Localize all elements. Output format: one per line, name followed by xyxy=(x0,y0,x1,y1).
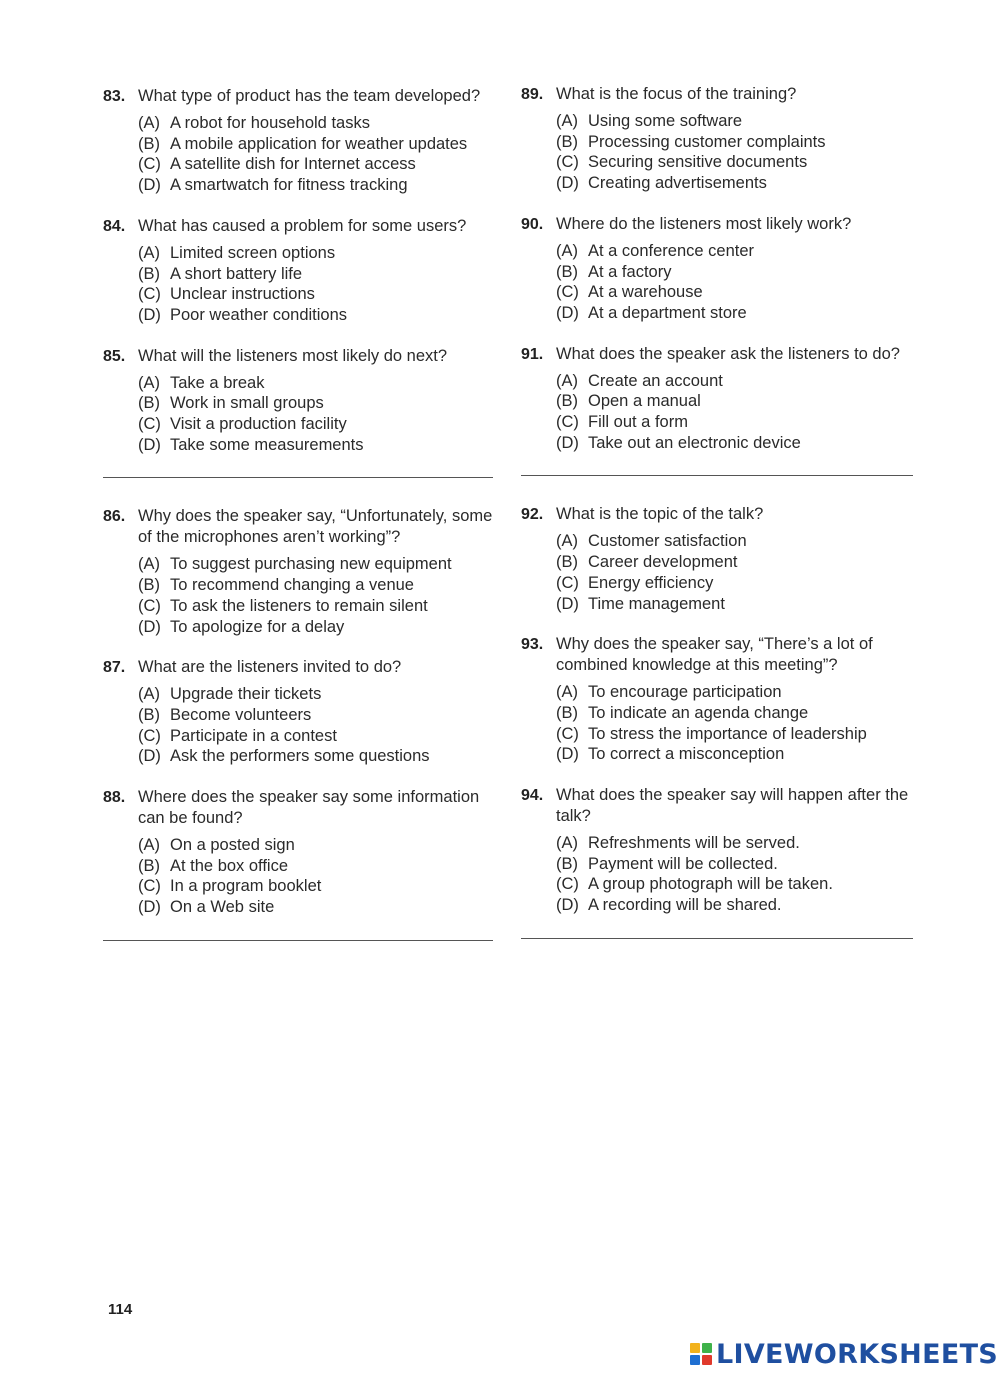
options-list xyxy=(138,243,493,326)
option-text: Ask the performers some questions xyxy=(170,747,430,766)
option-a[interactable] xyxy=(138,113,493,134)
option-a[interactable] xyxy=(138,243,493,264)
question-number: 89. xyxy=(521,86,544,103)
liveworksheets-brand[interactable] xyxy=(690,1337,998,1371)
section-divider xyxy=(521,938,913,939)
option-d[interactable] xyxy=(556,433,913,454)
option-text: Career development xyxy=(588,553,738,572)
option-text: Create an account xyxy=(588,371,723,390)
option-b[interactable] xyxy=(556,854,913,875)
option-text: Processing customer complaints xyxy=(588,132,826,151)
left-column xyxy=(103,86,493,941)
option-letter: (B) xyxy=(138,264,160,283)
option-text: Time management xyxy=(588,594,725,613)
question-text: What is the topic of the talk? xyxy=(556,505,764,524)
option-text: A short battery life xyxy=(170,264,303,283)
option-letter: (A) xyxy=(556,371,578,390)
question-number: 94. xyxy=(521,787,544,805)
question-text: What does the speaker say will happen after the talk? xyxy=(556,786,909,826)
option-letter: (A) xyxy=(556,112,578,130)
option-letter: (B) xyxy=(556,854,578,873)
option-b[interactable] xyxy=(556,703,913,724)
option-c[interactable] xyxy=(556,282,913,303)
option-d[interactable] xyxy=(556,173,913,194)
question-94 xyxy=(521,785,913,916)
option-letter: (C) xyxy=(138,726,161,745)
option-letter: (D) xyxy=(556,745,579,764)
option-letter: (B) xyxy=(138,705,160,724)
option-a[interactable] xyxy=(556,531,913,552)
question-number: 83. xyxy=(103,88,126,105)
option-b[interactable] xyxy=(556,552,913,573)
option-b[interactable] xyxy=(138,264,493,285)
option-letter: (A) xyxy=(138,114,160,132)
question-86 xyxy=(103,506,493,637)
option-a[interactable] xyxy=(556,241,913,262)
right-column xyxy=(521,84,913,939)
question-text: Why does the speaker say, “There’s a lot of combined knowledge at this meeting”? xyxy=(556,635,873,675)
option-text: On a posted sign xyxy=(170,836,295,855)
option-letter: (C) xyxy=(138,877,161,896)
option-c[interactable] xyxy=(556,573,913,594)
options-list xyxy=(556,531,913,614)
option-letter: (B) xyxy=(138,576,160,595)
option-text: Visit a production facility xyxy=(170,415,347,434)
option-text: A group photograph will be taken. xyxy=(588,875,833,894)
option-a[interactable] xyxy=(138,554,493,575)
option-b[interactable] xyxy=(138,393,493,414)
option-letter: (B) xyxy=(556,262,578,281)
question-number: 87. xyxy=(103,659,126,677)
option-d[interactable] xyxy=(556,594,913,615)
question-text: Why does the speaker say, “Unfortunately, some of the microphones aren’t working”? xyxy=(138,507,493,547)
option-letter: (D) xyxy=(138,617,161,636)
option-letter: (D) xyxy=(556,896,579,915)
question-88 xyxy=(103,787,493,918)
option-text: At a factory xyxy=(588,262,672,281)
option-c[interactable] xyxy=(138,596,493,617)
option-b[interactable] xyxy=(138,575,493,596)
option-text: At a warehouse xyxy=(588,283,703,302)
option-text: Using some software xyxy=(588,112,743,130)
option-text: Payment will be collected. xyxy=(588,854,778,873)
option-letter: (D) xyxy=(138,305,161,324)
option-c[interactable] xyxy=(138,284,493,305)
option-text: A robot for household tasks xyxy=(170,114,370,132)
option-d[interactable] xyxy=(556,744,913,765)
option-d[interactable] xyxy=(556,303,913,324)
option-letter: (B) xyxy=(138,134,160,153)
question-text: What has caused a problem for some users? xyxy=(138,216,467,235)
option-text: Refreshments will be served. xyxy=(588,834,800,853)
option-text: Unclear instructions xyxy=(170,285,315,304)
option-letter: (A) xyxy=(138,555,160,574)
option-text: Securing sensitive documents xyxy=(588,153,808,172)
option-text: A smartwatch for fitness tracking xyxy=(170,176,408,195)
section-spacer xyxy=(521,476,913,504)
question-93 xyxy=(521,634,913,765)
option-text: On a Web site xyxy=(170,898,275,917)
option-text: To indicate an agenda change xyxy=(588,703,809,722)
page-number: 114 xyxy=(108,1301,133,1318)
section-spacer xyxy=(103,478,493,506)
logo-square xyxy=(690,1355,700,1365)
option-letter: (D) xyxy=(138,176,161,195)
options-list xyxy=(556,682,913,765)
option-d[interactable] xyxy=(138,305,493,326)
question-number: 84. xyxy=(103,217,126,235)
option-letter: (A) xyxy=(138,685,160,704)
options-list xyxy=(556,241,913,324)
question-number: 93. xyxy=(521,636,544,654)
question-number: 92. xyxy=(521,506,544,524)
option-text: At the box office xyxy=(170,856,289,875)
option-c[interactable] xyxy=(556,412,913,433)
option-letter: (A) xyxy=(138,836,160,855)
option-letter: (D) xyxy=(138,747,161,766)
option-d[interactable] xyxy=(138,746,493,767)
option-c[interactable] xyxy=(138,154,493,175)
question-91 xyxy=(521,344,913,454)
logo-square xyxy=(690,1343,700,1353)
option-b[interactable] xyxy=(138,705,493,726)
option-text: In a program booklet xyxy=(170,877,322,896)
option-letter: (B) xyxy=(556,132,578,151)
question-group xyxy=(521,84,913,453)
option-c[interactable] xyxy=(138,726,493,747)
option-letter: (C) xyxy=(556,724,579,743)
question-text: Where does the speaker say some information can be found? xyxy=(138,788,480,828)
option-a[interactable] xyxy=(138,835,493,856)
option-d[interactable] xyxy=(138,897,493,918)
option-letter: (B) xyxy=(556,553,578,572)
option-d[interactable] xyxy=(556,895,913,916)
option-a[interactable] xyxy=(556,371,913,392)
option-letter: (D) xyxy=(138,435,161,454)
question-group xyxy=(103,506,493,917)
question-83 xyxy=(103,86,493,196)
option-text: Creating advertisements xyxy=(588,174,767,193)
option-d[interactable] xyxy=(138,617,493,638)
option-c[interactable] xyxy=(556,724,913,745)
option-letter: (A) xyxy=(556,241,578,260)
option-letter: (A) xyxy=(138,243,160,262)
option-text: Work in small groups xyxy=(170,394,324,413)
option-letter: (B) xyxy=(138,394,160,413)
option-letter: (A) xyxy=(556,834,578,853)
question-text: What does the speaker ask the listeners to do? xyxy=(556,344,900,363)
question-85 xyxy=(103,346,493,456)
option-letter: (B) xyxy=(138,856,160,875)
option-a[interactable] xyxy=(138,373,493,394)
option-text: Poor weather conditions xyxy=(170,305,348,324)
option-text: Fill out a form xyxy=(588,413,688,432)
option-text: Limited screen options xyxy=(170,243,336,262)
options-list xyxy=(138,113,493,196)
question-group xyxy=(521,504,913,915)
option-letter: (B) xyxy=(556,703,578,722)
question-group xyxy=(103,86,493,455)
option-text: Take some measurements xyxy=(170,435,364,454)
options-list xyxy=(138,684,493,767)
question-text: What will the listeners most likely do next? xyxy=(138,346,448,365)
question-92 xyxy=(521,504,913,614)
option-letter: (A) xyxy=(556,532,578,551)
section-divider xyxy=(103,940,493,941)
options-list xyxy=(138,554,493,637)
option-text: At a conference center xyxy=(588,241,755,260)
question-text: What are the listeners invited to do? xyxy=(138,658,402,677)
option-c[interactable] xyxy=(556,874,913,895)
question-text: Where do the listeners most likely work? xyxy=(556,214,852,233)
options-list xyxy=(556,111,913,194)
option-letter: (D) xyxy=(556,303,579,322)
option-letter: (C) xyxy=(138,596,161,615)
option-d[interactable] xyxy=(138,175,493,196)
option-letter: (D) xyxy=(556,433,579,452)
option-letter: (B) xyxy=(556,392,578,411)
option-text: A mobile application for weather updates xyxy=(170,134,468,153)
option-text: Become volunteers xyxy=(170,705,312,724)
option-c[interactable] xyxy=(556,152,913,173)
option-d[interactable] xyxy=(138,435,493,456)
option-letter: (C) xyxy=(556,875,579,894)
option-text: To apologize for a delay xyxy=(170,617,345,636)
option-text: Take out an electronic device xyxy=(588,433,801,452)
option-text: To correct a misconception xyxy=(588,745,785,764)
option-text: Open a manual xyxy=(588,392,701,411)
option-b[interactable] xyxy=(556,132,913,153)
question-84 xyxy=(103,216,493,326)
logo-square xyxy=(702,1343,712,1353)
question-number: 90. xyxy=(521,215,544,233)
option-text: Energy efficiency xyxy=(588,573,714,592)
option-letter: (D) xyxy=(556,174,579,193)
question-number: 86. xyxy=(103,508,126,526)
option-text: To recommend changing a venue xyxy=(170,576,414,595)
option-c[interactable] xyxy=(138,876,493,897)
option-c[interactable] xyxy=(138,414,493,435)
option-text: To stress the importance of leadership xyxy=(588,724,867,743)
option-text: Take a break xyxy=(170,373,265,392)
option-text: A satellite dish for Internet access xyxy=(170,155,416,174)
option-letter: (C) xyxy=(556,283,579,302)
option-a[interactable] xyxy=(138,684,493,705)
question-number: 91. xyxy=(521,345,544,363)
option-letter: (A) xyxy=(138,373,160,392)
logo-square xyxy=(702,1355,712,1365)
question-89 xyxy=(521,84,913,194)
option-text: To ask the listeners to remain silent xyxy=(170,596,428,615)
question-text: What type of product has the team developed? xyxy=(138,87,481,105)
brand-text: LIVEWORKSHEETS xyxy=(716,1338,999,1370)
option-text: Customer satisfaction xyxy=(588,532,747,551)
options-list xyxy=(556,833,913,916)
question-number: 85. xyxy=(103,347,126,365)
option-letter: (C) xyxy=(138,285,161,304)
option-letter: (D) xyxy=(138,898,161,917)
question-number: 88. xyxy=(103,789,126,807)
options-list xyxy=(138,835,493,918)
option-letter: (C) xyxy=(556,413,579,432)
question-text: What is the focus of the training? xyxy=(556,85,797,103)
option-text: A recording will be shared. xyxy=(588,896,782,915)
options-list xyxy=(138,373,493,456)
option-letter: (C) xyxy=(138,155,161,174)
question-87 xyxy=(103,657,493,767)
option-a[interactable] xyxy=(556,833,913,854)
option-text: To encourage participation xyxy=(588,683,782,702)
option-b[interactable] xyxy=(138,134,493,155)
option-letter: (C) xyxy=(138,415,161,434)
option-letter: (C) xyxy=(556,573,579,592)
option-letter: (A) xyxy=(556,683,578,702)
question-90 xyxy=(521,214,913,324)
option-b[interactable] xyxy=(556,262,913,283)
option-letter: (D) xyxy=(556,594,579,613)
liveworksheets-logo-icon xyxy=(690,1343,712,1365)
option-text: Upgrade their tickets xyxy=(170,685,322,704)
option-letter: (C) xyxy=(556,153,579,172)
option-b[interactable] xyxy=(556,391,913,412)
options-list xyxy=(556,371,913,454)
option-text: At a department store xyxy=(588,303,747,322)
option-a[interactable] xyxy=(556,682,913,703)
option-text: To suggest purchasing new equipment xyxy=(170,555,452,574)
option-a[interactable] xyxy=(556,111,913,132)
option-b[interactable] xyxy=(138,856,493,877)
option-text: Participate in a contest xyxy=(170,726,337,745)
